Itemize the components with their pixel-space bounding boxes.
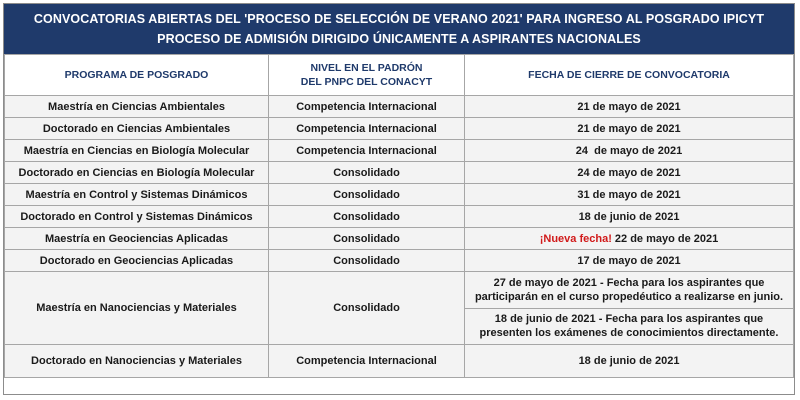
table-row: [5, 206, 794, 228]
header-row: [5, 55, 794, 96]
date-cell: 17 de mayo de 2021: [465, 250, 794, 272]
date-split-stack: [465, 272, 793, 344]
date-cell-split: [465, 272, 794, 345]
table-row: [5, 118, 794, 140]
header-level-line1: NIVEL EN EL PADRÓN: [310, 62, 423, 74]
date-cell: 31 de mayo de 2021: [465, 184, 794, 206]
level-cell: Competencia Internacional: [269, 118, 465, 140]
program-cell: Doctorado en Geociencias Aplicadas: [5, 250, 269, 272]
new-date-badge: ¡Nueva fecha!: [539, 232, 612, 245]
header-level: [269, 55, 465, 96]
level-cell: Consolidado: [269, 228, 465, 250]
level-cell: Competencia Internacional: [269, 96, 465, 118]
table-row: [5, 345, 794, 378]
date-cell: [465, 228, 794, 250]
table-row: [5, 96, 794, 118]
program-cell: Doctorado en Nanociencias y Materiales: [5, 345, 269, 378]
banner-title: CONVOCATORIAS ABIERTAS DEL 'PROCESO DE SELECCIÓN DE VERANO 2021' PARA INGRESO AL POSGRADO IPICYT: [33, 12, 765, 26]
date-option-propaedeutic: 27 de mayo de 2021 - Fecha para los aspirantes que participarán en el curso propedéutico a realizarse en junio.: [474, 276, 784, 303]
program-cell: Doctorado en Ciencias en Biología Molecular: [5, 162, 269, 184]
program-cell: Maestría en Geociencias Aplicadas: [5, 228, 269, 250]
banner-subtitle: PROCESO DE ADMISIÓN DIRIGIDO ÚNICAMENTE A ASPIRANTES NACIONALES: [157, 32, 641, 46]
table-row: [5, 228, 794, 250]
table-row: [5, 184, 794, 206]
level-cell: Competencia Internacional: [269, 140, 465, 162]
program-cell: Maestría en Ciencias Ambientales: [5, 96, 269, 118]
level-cell: Consolidado: [269, 272, 465, 345]
program-cell: Doctorado en Control y Sistemas Dinámicos: [5, 206, 269, 228]
date-cell: 21 de mayo de 2021: [465, 118, 794, 140]
date-text: 22 de mayo de 2021: [611, 232, 719, 245]
table-row: [5, 250, 794, 272]
title-banner: [4, 4, 794, 54]
date-option-direct: 18 de junio de 2021 - Fecha para los aspirantes que presenten los exámenes de conocimientos directamente.: [465, 308, 793, 345]
level-cell: Consolidado: [269, 184, 465, 206]
date-cell: 21 de mayo de 2021: [465, 96, 794, 118]
header-date: FECHA DE CIERRE DE CONVOCATORIA: [465, 55, 794, 96]
date-cell: 24 de mayo de 2021: [465, 140, 794, 162]
table-row: [5, 272, 794, 345]
header-program: PROGRAMA DE POSGRADO: [5, 55, 269, 96]
date-cell: 18 de junio de 2021: [465, 206, 794, 228]
admissions-table-frame: [3, 3, 795, 395]
program-cell: Maestría en Ciencias en Biología Molecular: [5, 140, 269, 162]
table-row: [5, 162, 794, 184]
level-cell: Competencia Internacional: [269, 345, 465, 378]
program-cell: Maestría en Control y Sistemas Dinámicos: [5, 184, 269, 206]
date-cell: 24 de mayo de 2021: [465, 162, 794, 184]
level-cell: Consolidado: [269, 206, 465, 228]
program-cell: Maestría en Nanociencias y Materiales: [5, 272, 269, 345]
level-cell: Consolidado: [269, 162, 465, 184]
date-cell: 18 de junio de 2021: [465, 345, 794, 378]
programs-table: [4, 54, 794, 378]
level-cell: Consolidado: [269, 250, 465, 272]
program-cell: Doctorado en Ciencias Ambientales: [5, 118, 269, 140]
header-level-line2: DEL PNPC DEL CONACYT: [300, 76, 433, 88]
table-row: [5, 140, 794, 162]
